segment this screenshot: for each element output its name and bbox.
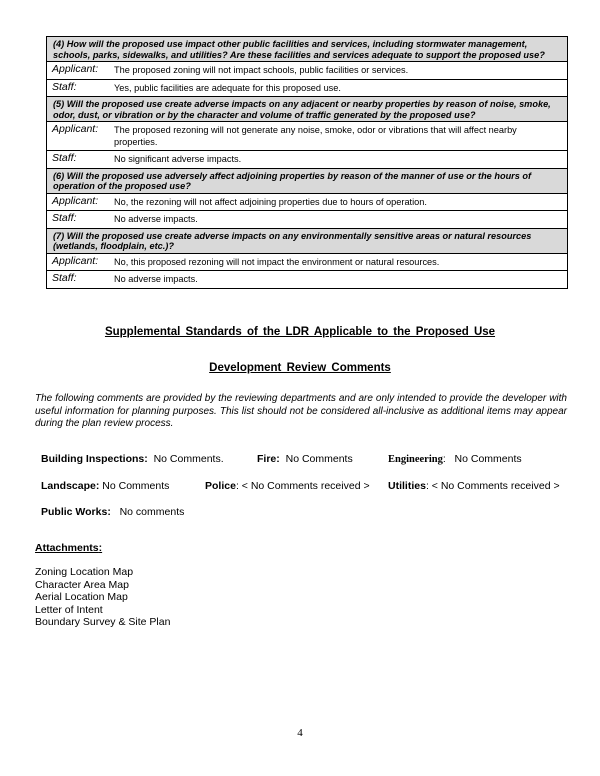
criteria-table — [46, 36, 568, 289]
attachments-heading: Attachments: — [35, 542, 103, 554]
supplemental-heading: Supplemental Standards of the LDR Applicable to the Proposed Use — [104, 326, 496, 338]
row-text: No, this proposed rezoning will not impact the environment or natural resources. — [114, 256, 440, 267]
comment-value: No Comments — [285, 453, 353, 465]
comment-label: Fire: — [257, 453, 280, 465]
comment-label: Building Inspections: — [41, 453, 148, 465]
row-label: Applicant: — [52, 194, 99, 207]
comment-label: Utilities — [388, 480, 426, 492]
answer-row — [47, 80, 567, 98]
comment-value: No Comments — [102, 480, 170, 492]
row-label: Staff: — [52, 80, 77, 93]
comment-label: Public Works: — [41, 506, 111, 518]
comment-label: Engineering — [388, 454, 443, 465]
row-label: Applicant: — [52, 123, 99, 135]
answer-row — [47, 194, 567, 212]
row-label: Applicant: — [52, 254, 99, 267]
comment-value: < No Comments received > — [241, 480, 370, 492]
comment-value: < No Comments received > — [431, 480, 560, 492]
page-number: 4 — [297, 727, 303, 739]
comment-value: No comments — [119, 506, 185, 518]
attachment-item: Boundary Survey & Site Plan — [35, 616, 171, 628]
row-label: Staff: — [52, 152, 77, 164]
answer-row — [47, 122, 567, 151]
answer-row — [47, 271, 567, 288]
intro-paragraph: The following comments are provided by the reviewing departments and are only intended to provide the developer with useful information for planning purposes. This list should not be considered all-inclusive as additional items may appear during the plan review process. — [35, 393, 567, 429]
attachment-item: Character Area Map — [35, 578, 129, 591]
question-6: (6) Will the proposed use adversely affect adjoining properties by reason of the manner of use or the hours of operation of the proposed use? — [47, 169, 567, 194]
comment-value: No Comments — [454, 453, 522, 465]
comment-utilities: Utilities: < No Comments received > — [388, 480, 560, 492]
question-5: (5) Will the proposed use create adverse impacts on any adjacent or nearby properties by reason of noise, smoke, odor, dust, or vibration or by the character and volume of traffic generated by the proposed use? — [47, 97, 567, 122]
comment-police: Police: < No Comments received > — [205, 480, 370, 492]
row-label: Applicant: — [52, 63, 99, 75]
comment-value: No Comments. — [153, 453, 224, 465]
row-text: The proposed rezoning will not generate any noise, smoke, odor or vibrations that will affect nearby properties. — [114, 125, 517, 147]
comment-building — [41, 453, 224, 465]
comment-engineering: Engineering: No Comments — [388, 453, 522, 465]
comment-fire — [257, 453, 353, 465]
comment-label: Landscape: — [41, 480, 100, 492]
answer-row — [47, 62, 567, 80]
attachment-item: Letter of Intent — [35, 603, 103, 616]
row-text: The proposed zoning will not impact schools, public facilities or services. — [114, 65, 409, 75]
row-label: Staff: — [52, 272, 77, 284]
row-text: No significant adverse impacts. — [114, 154, 242, 164]
row-text: No, the rezoning will not affect adjoining properties due to hours of operation. — [114, 196, 427, 207]
question-4: (4) How will the proposed use impact other public facilities and services, including stormwater management, schools, parks, sidewalks, and utilities? Are these facilities and services adequate to support the proposed use? — [47, 37, 567, 62]
answer-row — [47, 151, 567, 169]
attachment-item: Aerial Location Map — [35, 591, 128, 603]
comment-label: Police — [205, 480, 236, 492]
answer-row — [47, 254, 567, 272]
comment-landscape — [41, 480, 169, 492]
question-7: (7) Will the proposed use create adverse impacts on any environmentally sensitive areas or natural resources (wetlands, floodplain, etc.)? — [47, 229, 567, 254]
review-heading: Development Review Comments — [209, 362, 391, 374]
answer-row — [47, 211, 567, 229]
row-text: No adverse impacts. — [114, 274, 198, 284]
attachment-item: Zoning Location Map — [35, 566, 134, 578]
comment-public-works — [41, 506, 184, 518]
row-text: Yes, public facilities are adequate for this proposed use. — [114, 82, 341, 93]
attachments-list — [35, 566, 170, 629]
row-label: Staff: — [52, 212, 77, 224]
row-text: No adverse impacts. — [114, 214, 198, 224]
